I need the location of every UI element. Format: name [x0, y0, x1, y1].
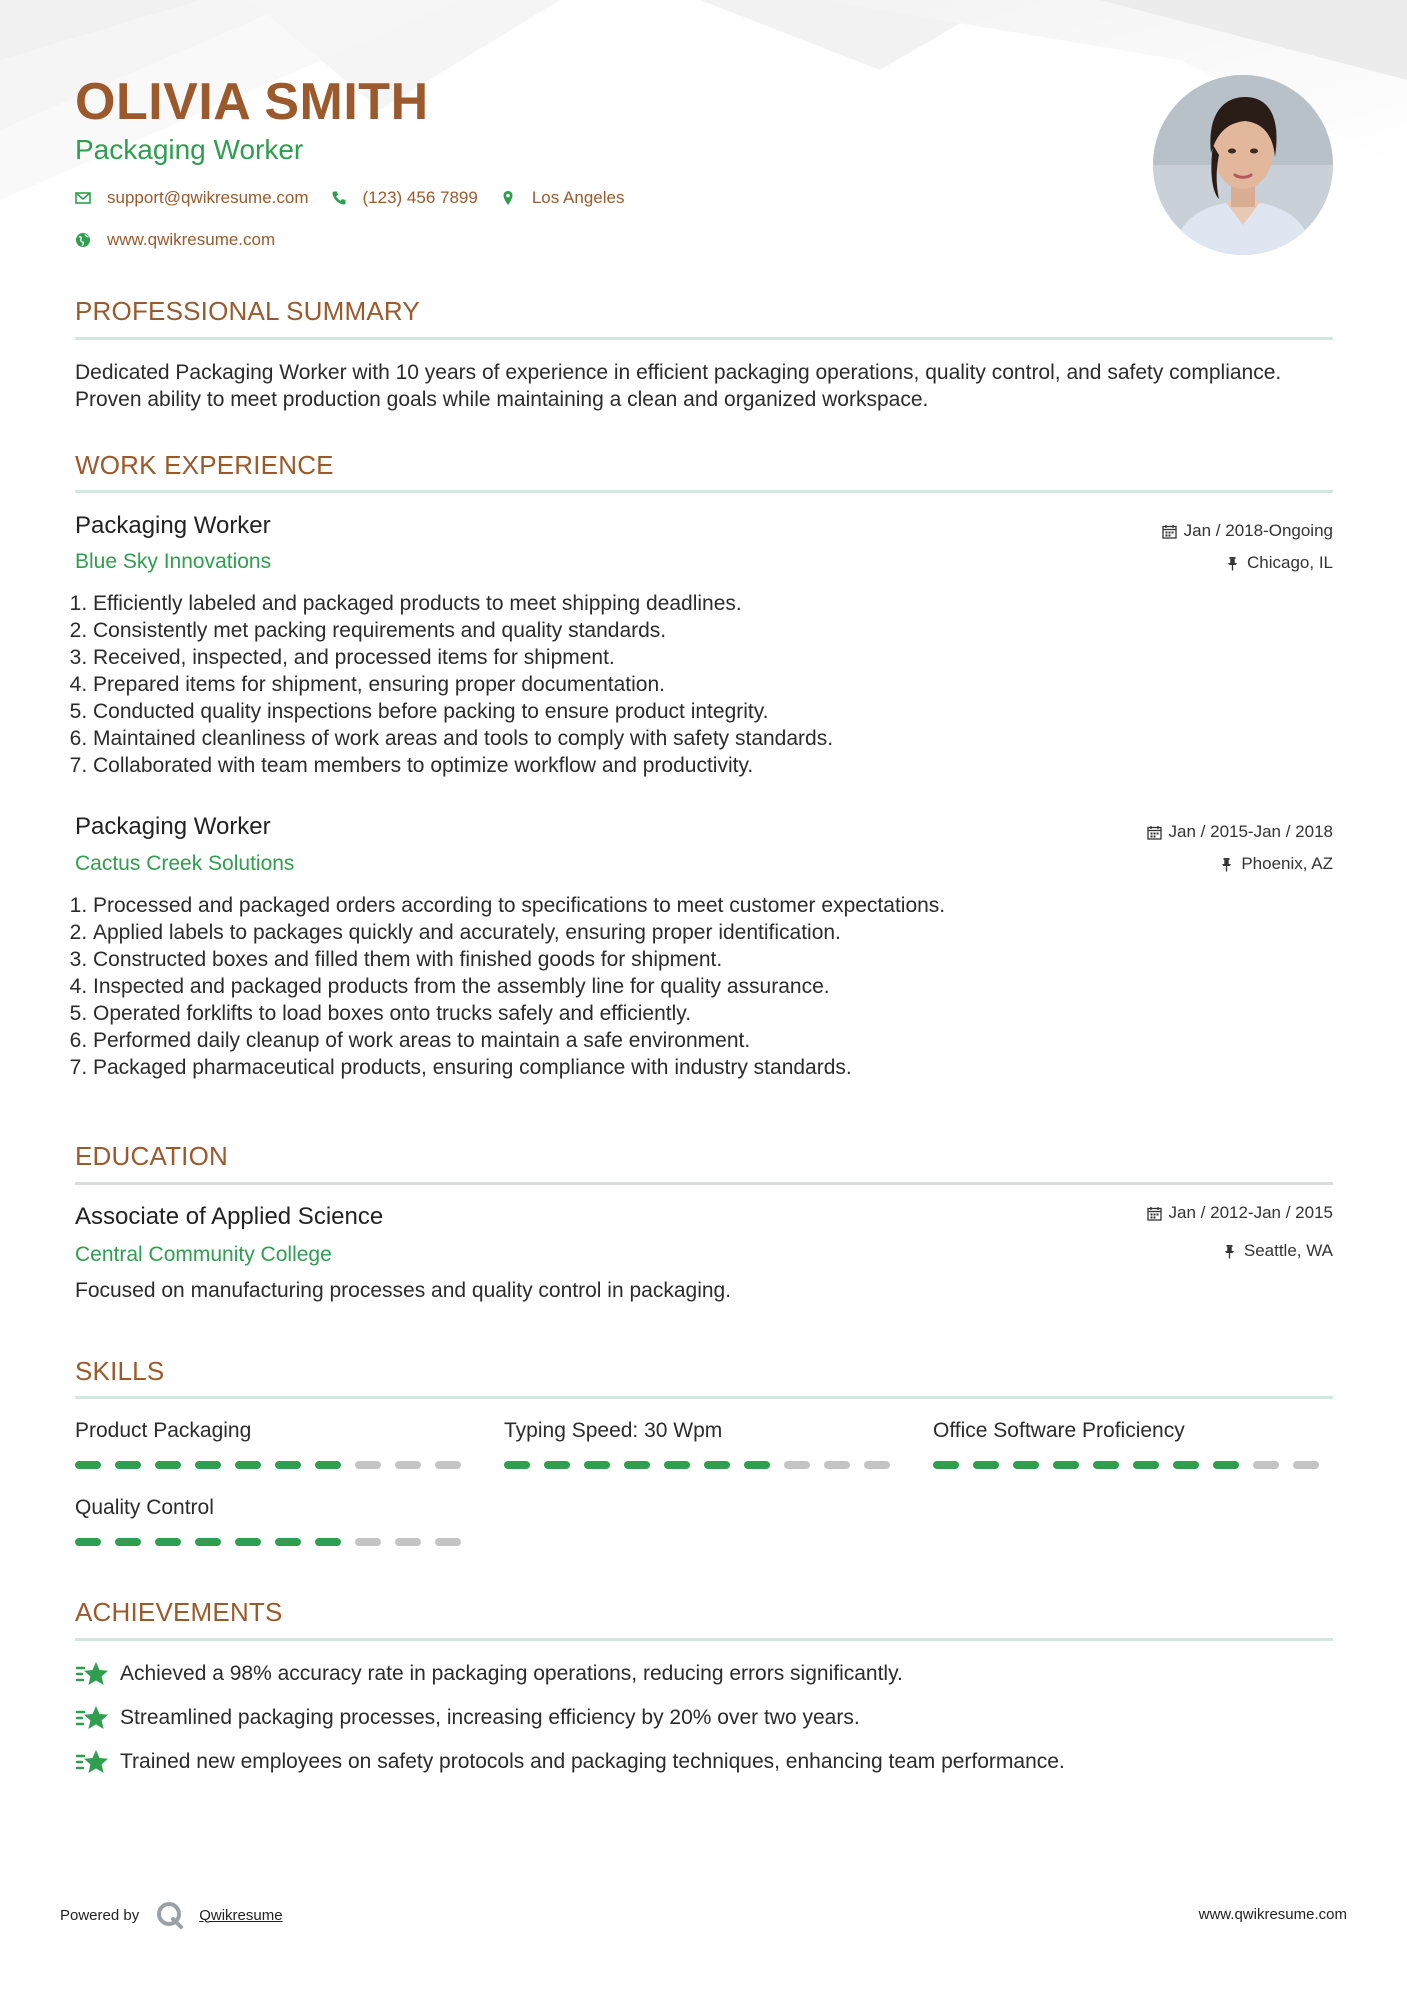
- contact-row-1: [75, 188, 646, 208]
- skill-dash: [435, 1461, 461, 1469]
- skill-dash: [624, 1461, 650, 1469]
- skill-dash: [315, 1461, 341, 1469]
- skill-product-packaging: [75, 1418, 475, 1469]
- summary-divider: [75, 337, 1333, 340]
- skill-dash: [864, 1461, 890, 1469]
- job-dates: [1147, 822, 1333, 842]
- skill-dash: [75, 1461, 101, 1469]
- skill-dash: [315, 1538, 341, 1546]
- skill-name: Typing Speed: 30 Wpm: [504, 1419, 723, 1442]
- summary-text: Dedicated Packaging Worker with 10 years of experience in efficient packaging operations, quality control, and safety compliance. Proven ability to meet production goals while maintaining a clean and organized workspace.: [75, 361, 1282, 411]
- job-location-text: Chicago, IL: [1247, 553, 1333, 572]
- powered-by-label: Powered by: [60, 1906, 140, 1924]
- list-item: 1. Efficiently labeled and packaged products to meet shipping deadlines.: [93, 590, 1313, 617]
- globe-icon: [75, 232, 91, 248]
- education-divider: [75, 1182, 1333, 1185]
- skill-dash: [435, 1538, 461, 1546]
- qwikresume-logo-icon: [155, 1900, 185, 1930]
- education-dates-text: Jan / 2012-Jan / 2015: [1168, 1203, 1333, 1222]
- pushpin-icon: [1219, 857, 1234, 872]
- achievements-heading: ACHIEVEMENTS: [75, 1597, 283, 1627]
- skill-dash: [275, 1538, 301, 1546]
- list-item: 2. Applied labels to packages quickly and accurately, ensuring proper identification.: [93, 919, 1313, 946]
- achievement-item: [75, 1660, 903, 1688]
- skill-rating: [933, 1461, 1333, 1469]
- skill-dash: [75, 1538, 101, 1546]
- email-text: support@qwikresume.com: [107, 188, 309, 207]
- job-location-text: Phoenix, AZ: [1241, 854, 1333, 873]
- contact-email[interactable]: [75, 188, 309, 208]
- achievement-item: [75, 1748, 1065, 1776]
- profile-photo: [1153, 75, 1333, 255]
- achievement-text: Streamlined packaging processes, increasing efficiency by 20% over two years.: [120, 1706, 860, 1729]
- skill-dash: [1293, 1461, 1319, 1469]
- candidate-name: OLIVIA SMITH: [75, 73, 429, 131]
- job-location: [1219, 854, 1333, 874]
- skill-dash: [235, 1538, 261, 1546]
- skill-dash: [195, 1461, 221, 1469]
- job-title: Packaging Worker: [75, 512, 271, 539]
- phone-text: (123) 456 7899: [362, 188, 478, 207]
- website-text: www.qwikresume.com: [107, 230, 276, 249]
- list-item: 2. Consistently met packing requirements and quality standards.: [93, 617, 1313, 644]
- experience-heading: WORK EXPERIENCE: [75, 450, 334, 480]
- skill-dash: [275, 1461, 301, 1469]
- contact-phone[interactable]: [331, 188, 478, 208]
- skill-dash: [973, 1461, 999, 1469]
- star-icon: [75, 1748, 109, 1776]
- experience-divider: [75, 490, 1333, 493]
- avatar: [1153, 75, 1333, 255]
- job-company: Cactus Creek Solutions: [75, 852, 295, 875]
- star-icon: [75, 1660, 109, 1688]
- skill-dash: [784, 1461, 810, 1469]
- summary-heading: PROFESSIONAL SUMMARY: [75, 296, 420, 326]
- list-item: 3. Constructed boxes and filled them with finished goods for shipment.: [93, 946, 1313, 973]
- list-item: 4. Prepared items for shipment, ensuring proper documentation.: [93, 671, 1313, 698]
- skill-dash: [1013, 1461, 1039, 1469]
- list-item: 3. Received, inspected, and processed items for shipment.: [93, 644, 1313, 671]
- qwikresume-link[interactable]: Qwikresume: [199, 1906, 283, 1924]
- skill-rating: [75, 1461, 475, 1469]
- skill-name: Quality Control: [75, 1496, 214, 1519]
- list-item: 1. Processed and packaged orders according to specifications to meet customer expectations.: [93, 892, 1313, 919]
- skill-dash: [1093, 1461, 1119, 1469]
- skill-dash: [155, 1461, 181, 1469]
- skill-dash: [395, 1461, 421, 1469]
- skills-heading: SKILLS: [75, 1356, 165, 1386]
- pushpin-icon: [1222, 1244, 1237, 1259]
- job-dates: [1162, 521, 1333, 541]
- location-text: Los Angeles: [531, 188, 625, 207]
- skill-dash: [395, 1538, 421, 1546]
- skill-typing-speed: [504, 1418, 904, 1469]
- skill-dash: [704, 1461, 730, 1469]
- list-item: 5. Conducted quality inspections before packing to ensure product integrity.: [93, 698, 1313, 725]
- footer-website[interactable]: www.qwikresume.com: [1198, 1906, 1347, 1923]
- achievements-divider: [75, 1638, 1333, 1641]
- skill-dash: [1253, 1461, 1279, 1469]
- map-pin-icon: [500, 190, 516, 206]
- school-name: Central Community College: [75, 1243, 332, 1266]
- skill-dash: [195, 1538, 221, 1546]
- job-location: [1225, 553, 1333, 573]
- job-company: Blue Sky Innovations: [75, 550, 272, 573]
- education-description: Focused on manufacturing processes and quality control in packaging.: [75, 1279, 732, 1302]
- list-item: 5. Operated forklifts to load boxes onto trucks safely and efficiently.: [93, 1000, 1313, 1027]
- job-title: Packaging Worker: [75, 813, 271, 840]
- skill-dash: [1213, 1461, 1239, 1469]
- skill-dash: [235, 1461, 261, 1469]
- skill-dash: [824, 1461, 850, 1469]
- star-icon: [75, 1704, 109, 1732]
- candidate-role: Packaging Worker: [75, 134, 304, 165]
- degree-title: Associate of Applied Science: [75, 1203, 384, 1230]
- skill-dash: [504, 1461, 530, 1469]
- phone-icon: [331, 190, 347, 206]
- envelope-icon: [75, 190, 91, 206]
- skill-rating: [75, 1538, 475, 1546]
- calendar-icon: [1162, 524, 1177, 539]
- skill-quality-control: [75, 1495, 475, 1546]
- skill-dash: [115, 1461, 141, 1469]
- contact-website[interactable]: [75, 230, 275, 250]
- footer-powered-by: [60, 1900, 283, 1930]
- skill-dash: [355, 1461, 381, 1469]
- job-dates-text: Jan / 2015-Jan / 2018: [1168, 822, 1333, 841]
- job-responsibilities: [75, 892, 1313, 1081]
- contact-location: [500, 188, 625, 208]
- skill-dash: [664, 1461, 690, 1469]
- list-item: 6. Maintained cleanliness of work areas and tools to comply with safety standards.: [93, 725, 1313, 752]
- achievement-item: [75, 1704, 860, 1732]
- skill-office-software: [933, 1418, 1333, 1469]
- achievement-text: Achieved a 98% accuracy rate in packaging operations, reducing errors significantly.: [120, 1662, 903, 1685]
- list-item: 7. Collaborated with team members to optimize workflow and productivity.: [93, 752, 1313, 779]
- list-item: 4. Inspected and packaged products from the assembly line for quality assurance.: [93, 973, 1313, 1000]
- achievement-text: Trained new employees on safety protocols and packaging techniques, enhancing team performance.: [120, 1750, 1065, 1773]
- skill-dash: [1053, 1461, 1079, 1469]
- skill-dash: [584, 1461, 610, 1469]
- skill-dash: [1133, 1461, 1159, 1469]
- skill-rating: [504, 1461, 904, 1469]
- list-item: 7. Packaged pharmaceutical products, ensuring compliance with industry standards.: [93, 1054, 1313, 1081]
- skill-dash: [355, 1538, 381, 1546]
- skill-name: Product Packaging: [75, 1419, 252, 1442]
- skill-dash: [1173, 1461, 1199, 1469]
- skill-dash: [933, 1461, 959, 1469]
- pushpin-icon: [1225, 556, 1240, 571]
- list-item: 6. Performed daily cleanup of work areas to maintain a safe environment.: [93, 1027, 1313, 1054]
- skill-dash: [744, 1461, 770, 1469]
- education-dates: [1147, 1203, 1333, 1223]
- skill-name: Office Software Proficiency: [933, 1419, 1185, 1442]
- skill-dash: [155, 1538, 181, 1546]
- job-responsibilities: [75, 590, 1313, 779]
- education-location-text: Seattle, WA: [1243, 1241, 1333, 1260]
- skill-dash: [115, 1538, 141, 1546]
- contact-row-2: [75, 230, 297, 250]
- education-heading: EDUCATION: [75, 1141, 228, 1171]
- job-dates-text: Jan / 2018-Ongoing: [1183, 521, 1333, 540]
- skill-dash: [544, 1461, 570, 1469]
- calendar-icon: [1147, 825, 1162, 840]
- skills-divider: [75, 1396, 1333, 1399]
- education-location: [1222, 1241, 1333, 1261]
- calendar-icon: [1147, 1206, 1162, 1221]
